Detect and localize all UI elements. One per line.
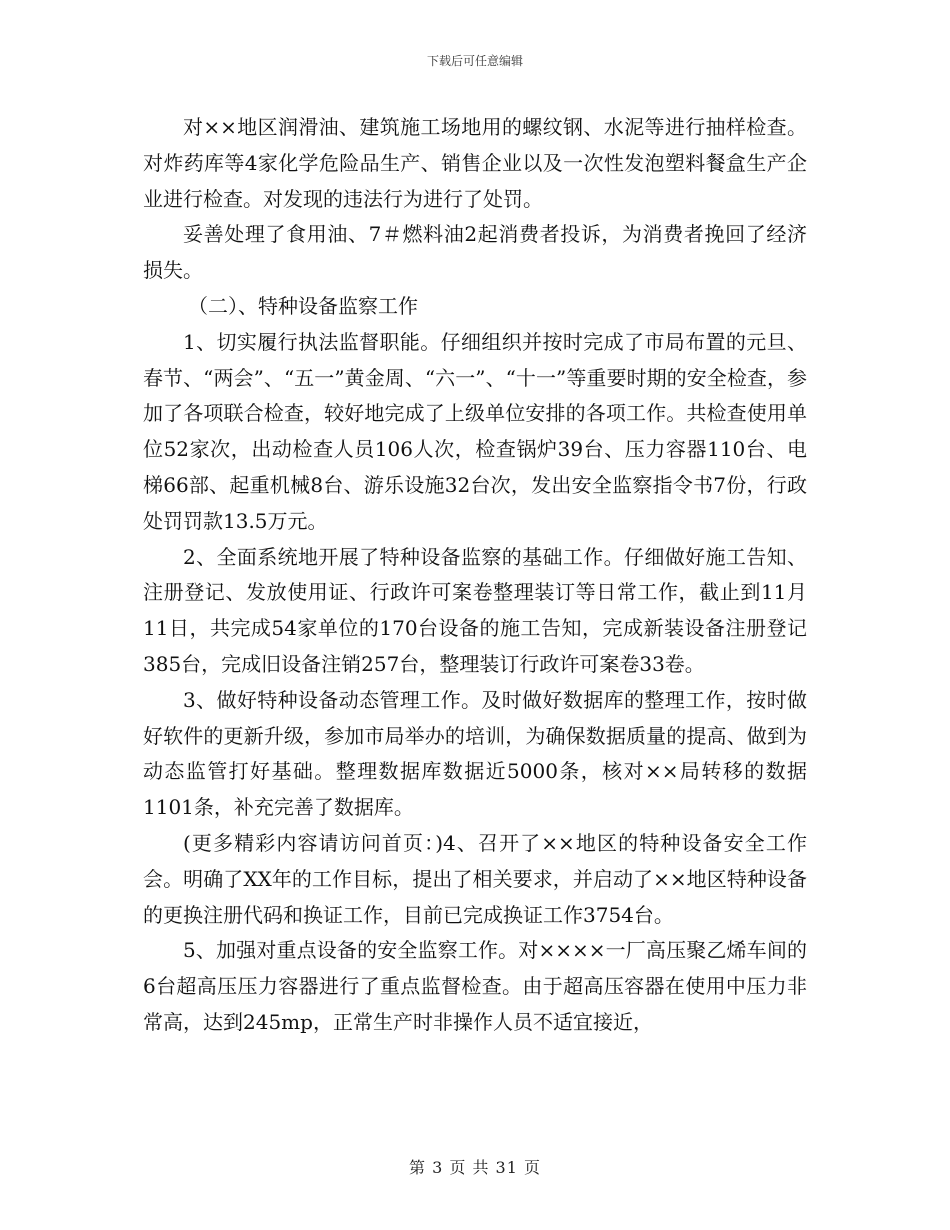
page-number-footer: 第 3 页 共 31 页 — [409, 1158, 541, 1177]
document-body — [143, 110, 807, 1041]
paragraph-inspection: 对××地区润滑油、建筑施工场地用的螺纹钢、水泥等进行抽样检查。对炸药库等4家化学危险品生产、销售企业以及一次性发泡塑料餐盒生产企业进行检查。对发现的违法行为进行了处罚。 — [143, 115, 807, 211]
paragraph-complaints: 妥善处理了食用油、7＃燃料油2起消费者投诉，为消费者挽回了经济损失。 — [143, 222, 807, 283]
paragraph-item-1: 1、切实履行执法监督职能。仔细组织并按时完成了市局布置的元旦、春节、“两会”、“五一”黄金周、“六一”、“十一”等重要时期的安全检查，参加了各项联合检查，较好地完成了上级单位安排的各项工作。共检查使用单位52家次，出动检查人员106人次，检查锅炉39台、压力容器110台、电梯66部、起重机械8台、游乐设施32台次，发出安全监察指令书7份，行政处罚罚款13.5万元。 — [143, 329, 807, 533]
paragraph-item-5: 5、加强对重点设备的安全监察工作。对××××一厂高压聚乙烯车间的6台超高压压力容器进行了重点监督检查。由于超高压容器在使用中压力非常高，达到245mp，正常生产时非操作人员不适宜接近， — [143, 938, 807, 1034]
paragraph-item-3: 3、做好特种设备动态管理工作。及时做好数据库的整理工作，按时做好软件的更新升级，参加市局举办的培训，为确保数据质量的提高、做到为动态监管打好基础。整理数据库数据近5000条，核对××局转移的数据1101条，补充完善了数据库。 — [143, 687, 807, 820]
page-header-note: 下载后可任意编辑 — [426, 54, 523, 68]
section-heading-special-equipment: （二）、特种设备监察工作 — [188, 293, 418, 318]
paragraph-item-2: 2、全面系统地开展了特种设备监察的基础工作。仔细做好施工告知、注册登记、发放使用证、行政许可案卷整理装订等日常工作，截止到11月11日，共完成54家单位的170台设备的施工告知，完成新装设备注册登记385台，完成旧设备注销257台，整理装订行政许可案卷33卷。 — [143, 544, 807, 676]
paragraph-item-4: (更多精彩内容请访问首页：)4、召开了××地区的特种设备安全工作会。明确了XX年的工作目标，提出了相关要求，并启动了××地区特种设备的更换注册代码和换证工作，目前已完成换证工作3754台。 — [143, 830, 807, 927]
